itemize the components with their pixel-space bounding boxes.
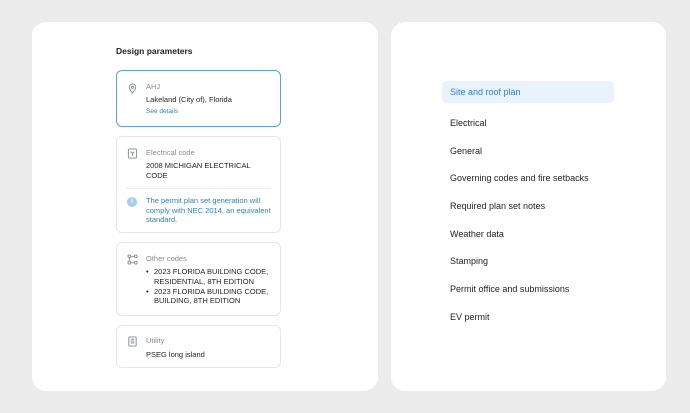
see-details-link[interactable]: See details (146, 108, 179, 115)
nav-item-weather-data[interactable]: Weather data (450, 229, 504, 239)
ahj-label: AHJ (146, 82, 161, 91)
nec-compliance-note: The permit plan set generation will comply with NEC 2014, an equivalent standard. (146, 196, 271, 224)
list-item: • 2023 FLORIDA BUILDING CODE, RESIDENTIAL, 8TH EDITION (146, 267, 276, 286)
other-codes-list (146, 267, 276, 306)
design-parameters-panel (32, 22, 378, 391)
ahj-value: Lakeland (City of), Florida (146, 95, 232, 104)
navigation-panel (391, 22, 666, 391)
nav-item-permit-office[interactable]: Permit office and submissions (450, 284, 570, 294)
utility-value: PSEG long island (146, 350, 205, 359)
electrical-code-label: Electrical code (146, 148, 195, 157)
info-icon: i (127, 197, 137, 207)
other-codes-card (116, 242, 281, 316)
utility-building-icon (127, 336, 138, 347)
nav-item-stamping[interactable]: Stamping (450, 256, 489, 266)
connected-nodes-icon (127, 254, 138, 265)
utility-card (116, 325, 281, 368)
nav-item-required-notes[interactable]: Required plan set notes (450, 201, 546, 211)
nav-item-general[interactable]: General (450, 146, 483, 156)
nav-item-governing-codes[interactable]: Governing codes and fire setbacks (450, 173, 589, 183)
location-pin-icon (127, 83, 138, 94)
design-parameters-title: Design parameters (116, 46, 193, 56)
code-book-icon (127, 148, 138, 159)
electrical-code-value: 2008 MICHIGAN ELECTRICAL CODE (146, 161, 251, 180)
card-divider (126, 188, 271, 189)
other-codes-label: Other codes (146, 254, 187, 263)
list-item: • 2023 FLORIDA BUILDING CODE, BUILDING, 8TH EDITION (146, 287, 276, 306)
ahj-card[interactable] (116, 70, 281, 127)
utility-label: Utility (146, 336, 165, 345)
electrical-code-card (116, 136, 281, 233)
nav-item-ev-permit[interactable]: EV permit (450, 312, 490, 322)
nav-item-electrical[interactable]: Electrical (450, 118, 487, 128)
nav-item-site-and-roof-plan[interactable]: Site and roof plan (442, 81, 614, 103)
